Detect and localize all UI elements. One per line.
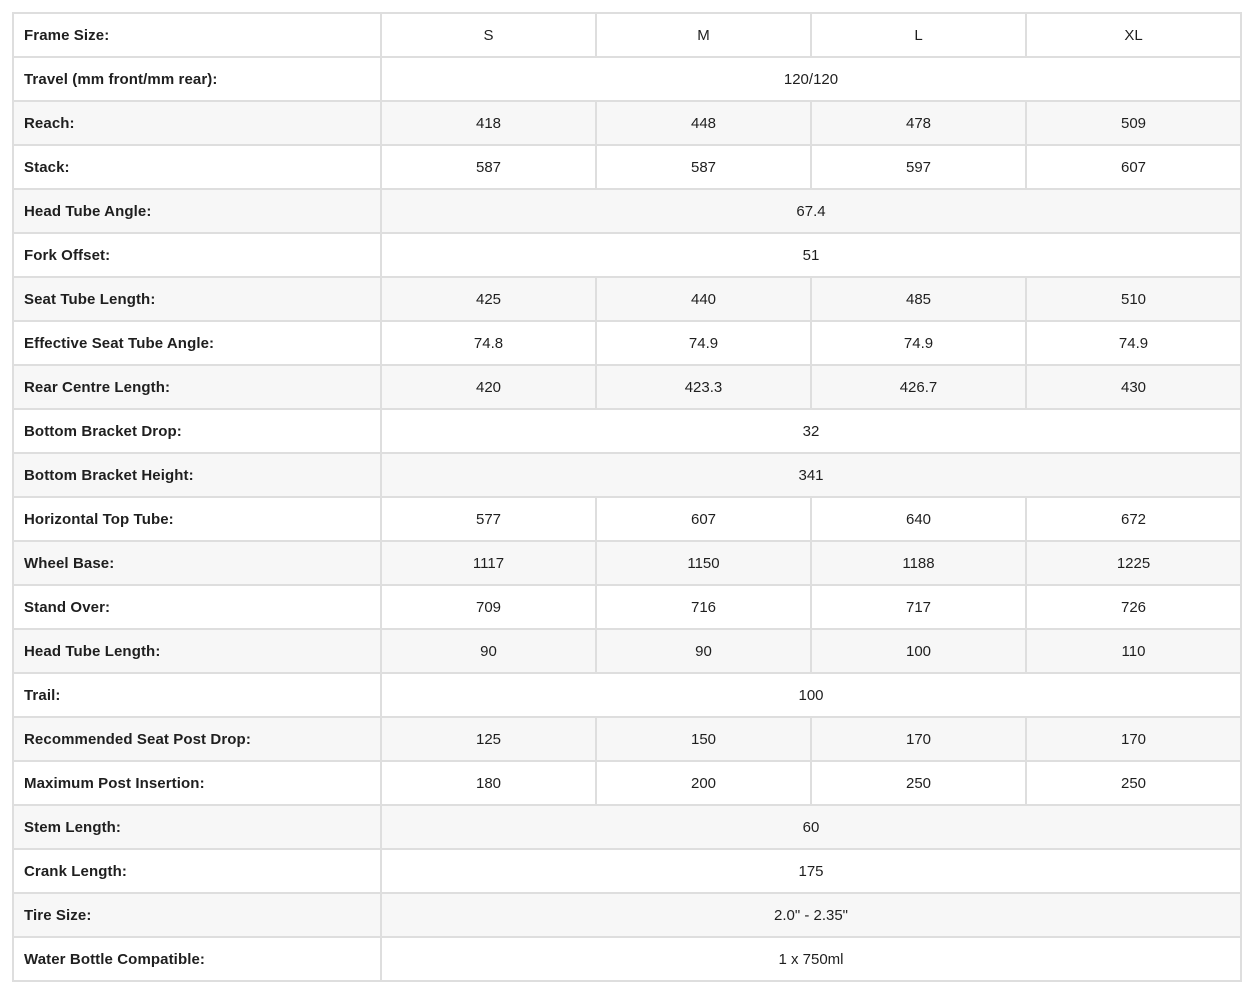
value-cell: 478: [811, 101, 1026, 145]
value-cell: 250: [811, 761, 1026, 805]
table-row: [13, 761, 1241, 805]
row-label: Fork Offset:: [13, 233, 381, 277]
value-cell: 150: [596, 717, 811, 761]
row-label: Crank Length:: [13, 849, 381, 893]
value-cell: 1225: [1026, 541, 1241, 585]
value-cell: 180: [381, 761, 596, 805]
row-label: Stand Over:: [13, 585, 381, 629]
value-cell: 640: [811, 497, 1026, 541]
value-cell: 425: [381, 277, 596, 321]
row-label: Bottom Bracket Drop:: [13, 409, 381, 453]
value-cell: 587: [381, 145, 596, 189]
table-row: [13, 409, 1241, 453]
row-label: Head Tube Angle:: [13, 189, 381, 233]
value-cell: 597: [811, 145, 1026, 189]
value-cell: 717: [811, 585, 1026, 629]
row-label: Head Tube Length:: [13, 629, 381, 673]
header-row: [13, 13, 1241, 57]
table-row: [13, 453, 1241, 497]
table-row: [13, 101, 1241, 145]
value-cell: 607: [1026, 145, 1241, 189]
value-cell: 250: [1026, 761, 1241, 805]
value-cell: 440: [596, 277, 811, 321]
row-label: Effective Seat Tube Angle:: [13, 321, 381, 365]
merged-value-cell: 120/120: [381, 57, 1241, 101]
merged-value-cell: 60: [381, 805, 1241, 849]
value-cell: 607: [596, 497, 811, 541]
merged-value-cell: 100: [381, 673, 1241, 717]
value-cell: 430: [1026, 365, 1241, 409]
value-cell: 709: [381, 585, 596, 629]
row-label: Rear Centre Length:: [13, 365, 381, 409]
row-label: Travel (mm front/mm rear):: [13, 57, 381, 101]
row-label: Stack:: [13, 145, 381, 189]
value-cell: 448: [596, 101, 811, 145]
frame-geometry-table-body: [13, 13, 1241, 981]
size-column-header: L: [811, 13, 1026, 57]
value-cell: 426.7: [811, 365, 1026, 409]
value-cell: 420: [381, 365, 596, 409]
row-label-frame-size: Frame Size:: [13, 13, 381, 57]
value-cell: 200: [596, 761, 811, 805]
merged-value-cell: 51: [381, 233, 1241, 277]
row-label: Wheel Base:: [13, 541, 381, 585]
value-cell: 170: [811, 717, 1026, 761]
table-row: [13, 717, 1241, 761]
table-row: [13, 189, 1241, 233]
table-row: [13, 321, 1241, 365]
table-row: [13, 145, 1241, 189]
row-label: Bottom Bracket Height:: [13, 453, 381, 497]
row-label: Maximum Post Insertion:: [13, 761, 381, 805]
row-label: Tire Size:: [13, 893, 381, 937]
value-cell: 509: [1026, 101, 1241, 145]
size-column-header: M: [596, 13, 811, 57]
table-row: [13, 585, 1241, 629]
value-cell: 170: [1026, 717, 1241, 761]
table-row: [13, 57, 1241, 101]
row-label: Horizontal Top Tube:: [13, 497, 381, 541]
table-row: [13, 805, 1241, 849]
value-cell: 74.8: [381, 321, 596, 365]
table-row: [13, 849, 1241, 893]
size-column-header: S: [381, 13, 596, 57]
table-row: [13, 277, 1241, 321]
row-label: Trail:: [13, 673, 381, 717]
row-label: Seat Tube Length:: [13, 277, 381, 321]
merged-value-cell: 67.4: [381, 189, 1241, 233]
value-cell: 90: [596, 629, 811, 673]
merged-value-cell: 341: [381, 453, 1241, 497]
value-cell: 726: [1026, 585, 1241, 629]
table-row: [13, 233, 1241, 277]
value-cell: 1117: [381, 541, 596, 585]
value-cell: 100: [811, 629, 1026, 673]
value-cell: 510: [1026, 277, 1241, 321]
value-cell: 423.3: [596, 365, 811, 409]
value-cell: 418: [381, 101, 596, 145]
merged-value-cell: 1 x 750ml: [381, 937, 1241, 981]
table-row: [13, 893, 1241, 937]
frame-geometry-table: [12, 12, 1242, 982]
value-cell: 110: [1026, 629, 1241, 673]
value-cell: 672: [1026, 497, 1241, 541]
row-label: Water Bottle Compatible:: [13, 937, 381, 981]
value-cell: 125: [381, 717, 596, 761]
merged-value-cell: 32: [381, 409, 1241, 453]
size-column-header: XL: [1026, 13, 1241, 57]
value-cell: 1150: [596, 541, 811, 585]
value-cell: 74.9: [811, 321, 1026, 365]
table-row: [13, 365, 1241, 409]
row-label: Recommended Seat Post Drop:: [13, 717, 381, 761]
row-label: Stem Length:: [13, 805, 381, 849]
value-cell: 1188: [811, 541, 1026, 585]
table-row: [13, 541, 1241, 585]
table-row: [13, 673, 1241, 717]
table-row: [13, 629, 1241, 673]
row-label: Reach:: [13, 101, 381, 145]
value-cell: 485: [811, 277, 1026, 321]
value-cell: 587: [596, 145, 811, 189]
value-cell: 74.9: [596, 321, 811, 365]
table-row: [13, 937, 1241, 981]
value-cell: 90: [381, 629, 596, 673]
value-cell: 577: [381, 497, 596, 541]
value-cell: 74.9: [1026, 321, 1241, 365]
merged-value-cell: 175: [381, 849, 1241, 893]
value-cell: 716: [596, 585, 811, 629]
table-row: [13, 497, 1241, 541]
merged-value-cell: 2.0" - 2.35": [381, 893, 1241, 937]
